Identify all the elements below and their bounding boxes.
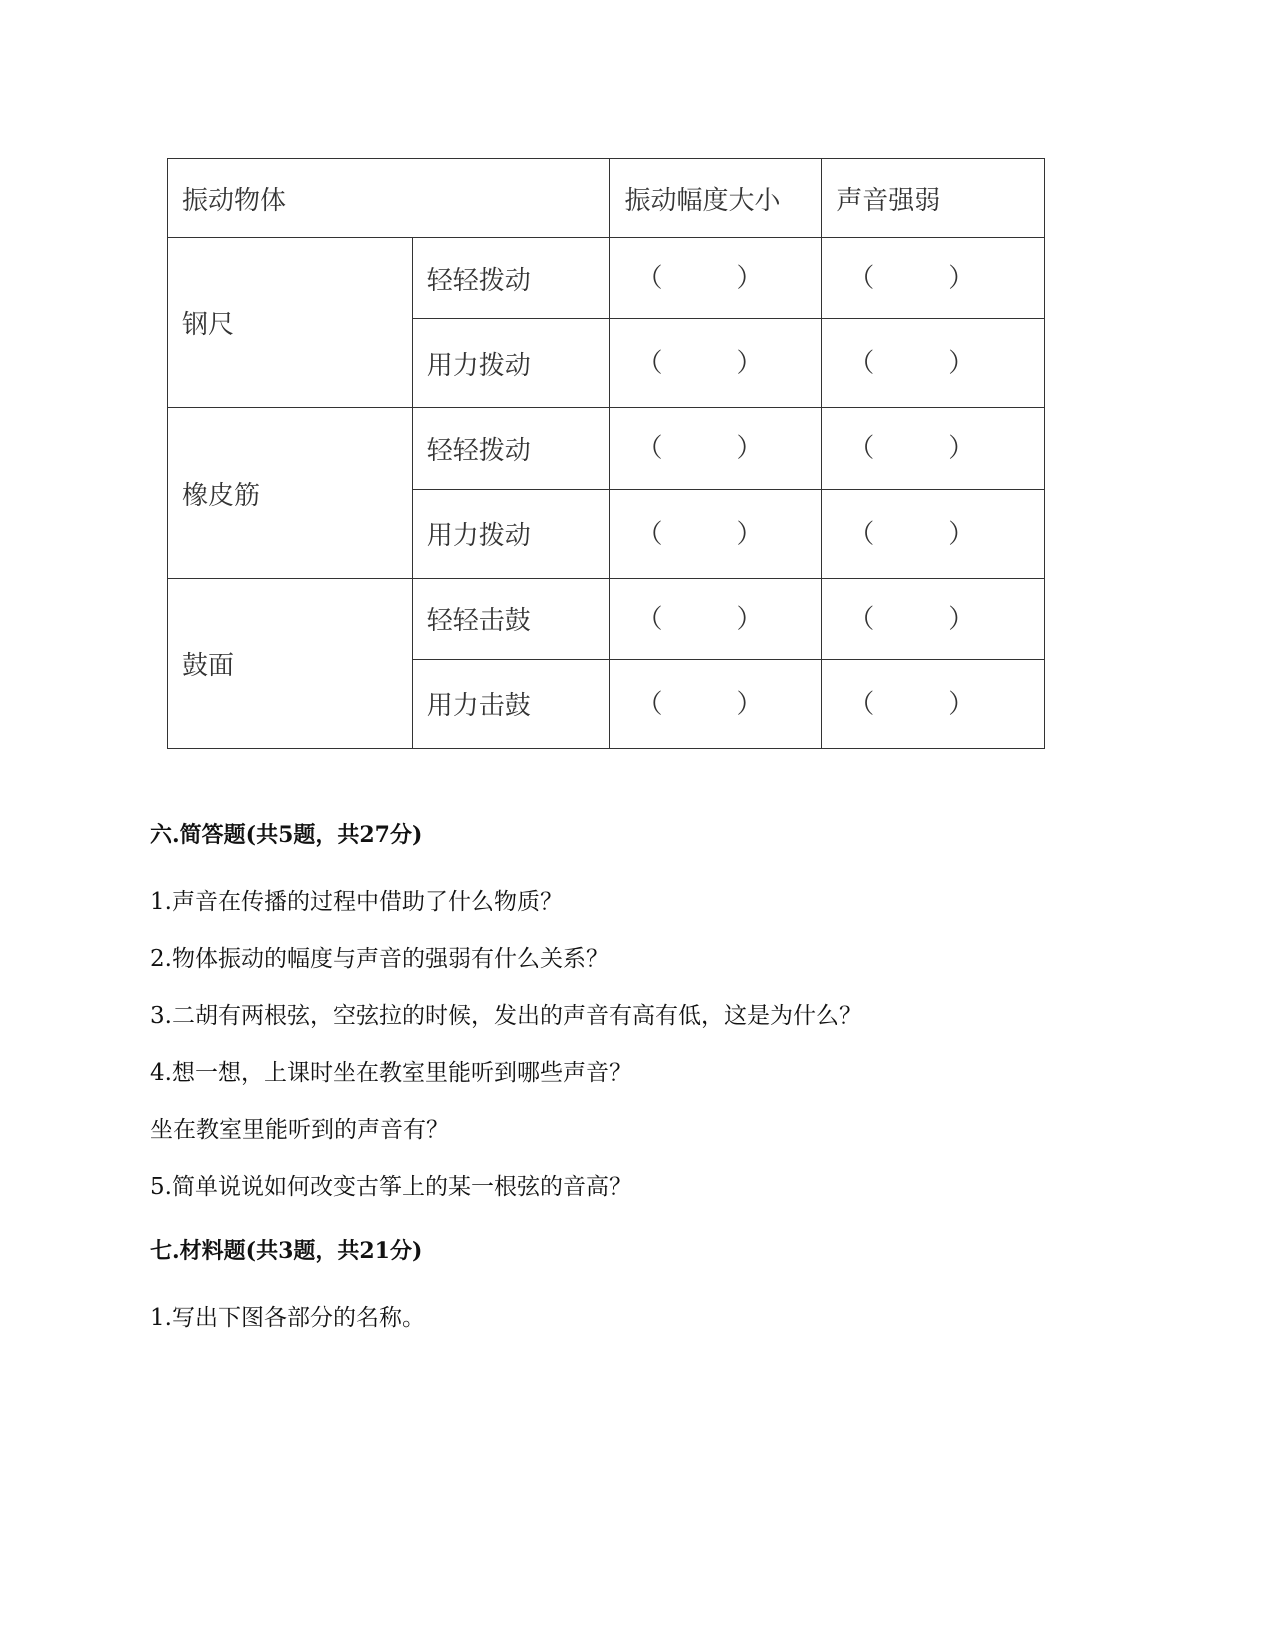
table-row <box>168 238 1045 319</box>
method-cell: 轻轻拨动 <box>412 238 610 319</box>
method-cell: 轻轻拨动 <box>412 408 610 489</box>
amplitude-blank: （ ） <box>610 659 822 748</box>
strength-blank: （ ） <box>822 319 1045 408</box>
method-cell: 用力拨动 <box>412 319 610 408</box>
amplitude-blank: （ ） <box>610 578 822 659</box>
header-sound-strength: 声音强弱 <box>822 159 1045 238</box>
question-item: 3.二胡有两根弦，空弦拉的时候，发出的声音有高有低，这是为什么？ <box>150 1003 862 1029</box>
method-cell: 用力击鼓 <box>412 659 610 748</box>
amplitude-blank: （ ） <box>610 238 822 319</box>
method-cell: 轻轻击鼓 <box>412 578 610 659</box>
amplitude-blank: （ ） <box>610 489 822 578</box>
amplitude-blank: （ ） <box>610 319 822 408</box>
question-item: 4.想一想，上课时坐在教室里能听到哪些声音？ <box>150 1060 632 1086</box>
amplitude-blank: （ ） <box>610 408 822 489</box>
method-cell: 用力拨动 <box>412 489 610 578</box>
section-six-title: 六.简答题(共5题，共27分) <box>150 822 423 848</box>
object-cell: 鼓面 <box>168 578 413 748</box>
object-cell: 钢尺 <box>168 238 413 408</box>
table-row <box>168 578 1045 659</box>
strength-blank: （ ） <box>822 659 1045 748</box>
header-amplitude: 振动幅度大小 <box>610 159 822 238</box>
question-item: 坐在教室里能听到的声音有？ <box>150 1117 449 1143</box>
question-item: 5.简单说说如何改变古筝上的某一根弦的音高？ <box>150 1174 632 1200</box>
strength-blank: （ ） <box>822 238 1045 319</box>
strength-blank: （ ） <box>822 578 1045 659</box>
header-vibrating-object: 振动物体 <box>168 159 610 238</box>
question-item: 1.声音在传播的过程中借助了什么物质？ <box>150 889 563 915</box>
vibration-table <box>167 158 1045 749</box>
question-item: 1.写出下图各部分的名称。 <box>150 1305 425 1331</box>
object-cell: 橡皮筋 <box>168 408 413 578</box>
question-item: 2.物体振动的幅度与声音的强弱有什么关系？ <box>150 946 609 972</box>
strength-blank: （ ） <box>822 408 1045 489</box>
table-header-row <box>168 159 1045 238</box>
strength-blank: （ ） <box>822 489 1045 578</box>
table-row <box>168 408 1045 489</box>
section-seven-title: 七.材料题(共3题，共21分) <box>150 1238 423 1264</box>
